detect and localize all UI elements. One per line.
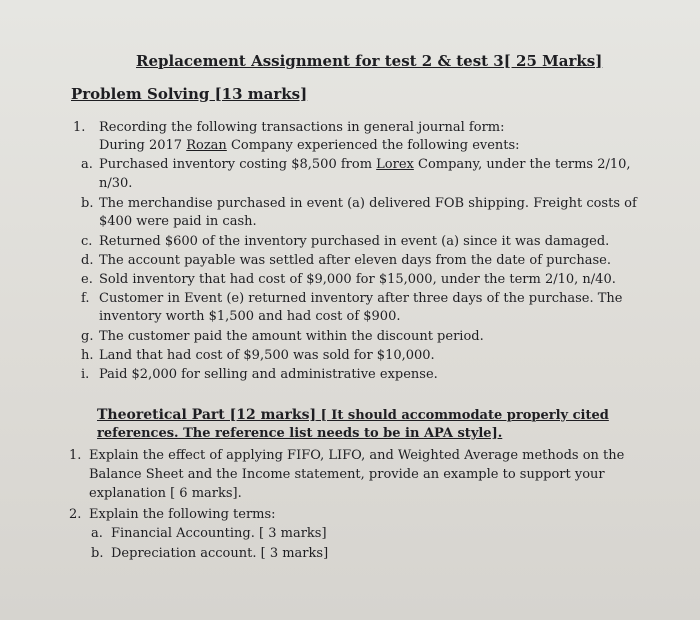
citation-note: [ It should accommodate properly cited (316, 408, 609, 423)
event-text: Sold inventory that had cost of $9,000 for $15,000, under the term 2/10, n/40. (99, 272, 616, 287)
event-letter: g. (81, 329, 94, 344)
event-c (81, 232, 610, 251)
event-i (81, 365, 438, 384)
question-text: Explain the following terms: (89, 507, 276, 522)
event-g (81, 327, 484, 346)
event-d (81, 251, 611, 270)
event-text: The merchandise purchased in event (a) delivered FOB shipping. Freight costs of (99, 196, 637, 211)
problem-solving-heading: Problem Solving [13 marks] (71, 85, 308, 103)
event-text: Paid $2,000 for selling and administrative expense. (99, 367, 438, 382)
theory-question-2 (69, 505, 276, 524)
term-letter: a. (91, 526, 103, 541)
event-h (81, 346, 435, 365)
page-title: Replacement Assignment for test 2 & test 3[ 25 Marks] (136, 52, 603, 70)
term-b (91, 544, 329, 563)
supplier-name: Lorex (376, 157, 414, 172)
question-1-intro: During 2017 Rozan Company experienced the following events: (99, 138, 520, 153)
event-f-cont: inventory worth $1,500 and had cost of $900. (99, 309, 401, 324)
term-letter: b. (91, 546, 104, 561)
event-text: Land that had cost of $9,500 was sold for $10,000. (99, 348, 435, 363)
event-letter: a. (81, 157, 93, 172)
event-a-cont: n/30. (99, 176, 133, 191)
event-text: The customer paid the amount within the discount period. (99, 329, 484, 344)
event-letter: b. (81, 196, 94, 211)
event-b (81, 194, 637, 213)
event-a: a. Purchased inventory costing $8,500 from Lorex Company, under the terms 2/10, (81, 157, 631, 172)
term-a (91, 524, 327, 543)
question-number: 1. (69, 448, 82, 463)
term-text: Financial Accounting. [ 3 marks] (111, 526, 327, 541)
event-letter: f. (81, 291, 90, 306)
event-e (81, 270, 616, 289)
event-text: Returned $600 of the inventory purchased in event (a) since it was damaged. (99, 234, 610, 249)
question-number: 1. (73, 120, 86, 135)
question-text: Recording the following transactions in general journal form: (99, 120, 505, 135)
question-number: 2. (69, 507, 82, 522)
theoretical-part-heading: Theoretical Part [12 marks] [ It should accommodate properly cited (97, 407, 609, 423)
term-text: Depreciation account. [ 3 marks] (111, 546, 329, 561)
event-text: The account payable was settled after eleven days from the date of purchase. (99, 253, 611, 268)
event-letter: e. (81, 272, 93, 287)
event-letter: d. (81, 253, 94, 268)
theory-question-1 (69, 446, 625, 465)
company-name: Rozan (186, 138, 227, 153)
event-f (81, 289, 623, 308)
event-letter: i. (81, 367, 90, 382)
event-b-cont: $400 were paid in cash. (99, 214, 257, 229)
citation-note-cont: references. The reference list needs to be in APA style]. (97, 426, 503, 441)
question-1 (73, 118, 505, 137)
event-letter: c. (81, 234, 93, 249)
event-letter: h. (81, 348, 94, 363)
question-text: Explain the effect of applying FIFO, LIFO, and Weighted Average methods on the (89, 448, 625, 463)
theory-question-1-cont2: explanation [ 6 marks]. (89, 486, 242, 501)
event-text: Customer in Event (e) returned inventory after three days of the purchase. The (99, 291, 623, 306)
theory-question-1-cont: Balance Sheet and the Income statement, provide an example to support your (89, 467, 605, 482)
